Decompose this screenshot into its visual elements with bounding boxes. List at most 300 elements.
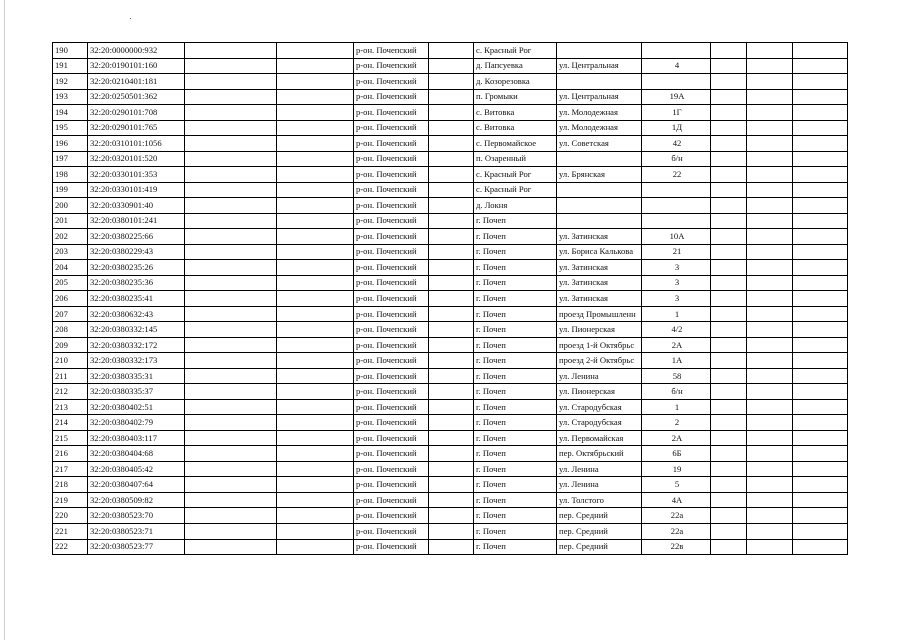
empty-cell — [429, 275, 474, 291]
empty-cell — [185, 415, 277, 431]
table-row — [53, 539, 848, 555]
settlement-cell: г. Почеп — [474, 539, 557, 555]
row-number: 216 — [53, 446, 88, 462]
settlement-cell: г. Почеп — [474, 275, 557, 291]
settlement-cell: г. Почеп — [474, 430, 557, 446]
empty-cell — [185, 105, 277, 121]
empty-cell — [277, 120, 354, 136]
empty-cell — [185, 368, 277, 384]
empty-cell — [185, 539, 277, 555]
house-number-cell: 3 — [642, 260, 711, 276]
cadastral-number: 32:20:0210401:181 — [88, 74, 185, 90]
table-row — [53, 120, 848, 136]
empty-cell — [747, 306, 793, 322]
district-cell: р-он. Почепский — [354, 275, 429, 291]
empty-cell — [747, 399, 793, 415]
empty-cell — [747, 229, 793, 245]
empty-cell — [793, 136, 848, 152]
row-number: 214 — [53, 415, 88, 431]
empty-cell — [185, 89, 277, 105]
cadastral-number: 32:20:0380335:31 — [88, 368, 185, 384]
street-cell — [557, 198, 642, 214]
row-number: 204 — [53, 260, 88, 276]
settlement-cell: г. Почеп — [474, 446, 557, 462]
empty-cell — [747, 477, 793, 493]
empty-cell — [793, 198, 848, 214]
empty-cell — [277, 105, 354, 121]
table-row — [53, 415, 848, 431]
table-row — [53, 275, 848, 291]
street-cell: пер. Средний — [557, 508, 642, 524]
registry-table — [52, 42, 848, 555]
table-row — [53, 430, 848, 446]
row-number: 222 — [53, 539, 88, 555]
empty-cell — [711, 198, 747, 214]
house-number-cell: 22 — [642, 167, 711, 183]
table-row — [53, 213, 848, 229]
cadastral-number: 32:20:0330101:353 — [88, 167, 185, 183]
empty-cell — [429, 244, 474, 260]
street-cell — [557, 182, 642, 198]
district-cell: р-он. Почепский — [354, 306, 429, 322]
settlement-cell: г. Почеп — [474, 384, 557, 400]
empty-cell — [747, 105, 793, 121]
table-row — [53, 446, 848, 462]
empty-cell — [277, 446, 354, 462]
empty-cell — [277, 291, 354, 307]
settlement-cell: с. Красный Рог — [474, 167, 557, 183]
empty-cell — [711, 244, 747, 260]
empty-cell — [747, 58, 793, 74]
street-cell — [557, 74, 642, 90]
empty-cell — [429, 120, 474, 136]
empty-cell — [185, 322, 277, 338]
row-number: 192 — [53, 74, 88, 90]
table-row — [53, 229, 848, 245]
house-number-cell — [642, 43, 711, 59]
empty-cell — [793, 213, 848, 229]
table-row — [53, 136, 848, 152]
empty-cell — [747, 523, 793, 539]
street-cell: ул. Брянская — [557, 167, 642, 183]
empty-cell — [711, 337, 747, 353]
empty-cell — [277, 198, 354, 214]
empty-cell — [711, 120, 747, 136]
empty-cell — [747, 136, 793, 152]
empty-cell — [711, 43, 747, 59]
house-number-cell: 19 — [642, 461, 711, 477]
house-number-cell: 10А — [642, 229, 711, 245]
empty-cell — [429, 384, 474, 400]
street-cell: ул. Ленина — [557, 368, 642, 384]
empty-cell — [711, 446, 747, 462]
cadastral-number: 32:20:0310101:1056 — [88, 136, 185, 152]
street-cell: ул. Пионерская — [557, 384, 642, 400]
table-row — [53, 508, 848, 524]
house-number-cell: 1 — [642, 399, 711, 415]
empty-cell — [793, 477, 848, 493]
table-row — [53, 182, 848, 198]
empty-cell — [277, 58, 354, 74]
empty-cell — [711, 492, 747, 508]
empty-cell — [711, 275, 747, 291]
empty-cell — [793, 74, 848, 90]
district-cell: р-он. Почепский — [354, 89, 429, 105]
empty-cell — [711, 399, 747, 415]
cadastral-number: 32:20:0290101:765 — [88, 120, 185, 136]
empty-cell — [429, 167, 474, 183]
table-row — [53, 151, 848, 167]
row-number: 221 — [53, 523, 88, 539]
empty-cell — [747, 182, 793, 198]
district-cell: р-он. Почепский — [354, 58, 429, 74]
cadastral-number: 32:20:0380403:117 — [88, 430, 185, 446]
street-cell: ул. Ленина — [557, 461, 642, 477]
row-number: 208 — [53, 322, 88, 338]
table-row — [53, 523, 848, 539]
settlement-cell: п. Громыки — [474, 89, 557, 105]
district-cell: р-он. Почепский — [354, 337, 429, 353]
row-number: 207 — [53, 306, 88, 322]
empty-cell — [711, 508, 747, 524]
row-number: 219 — [53, 492, 88, 508]
empty-cell — [711, 322, 747, 338]
table-row — [53, 306, 848, 322]
row-number: 209 — [53, 337, 88, 353]
empty-cell — [747, 275, 793, 291]
settlement-cell: г. Почеп — [474, 244, 557, 260]
district-cell: р-он. Почепский — [354, 74, 429, 90]
empty-cell — [429, 508, 474, 524]
cadastral-number: 32:20:0380402:51 — [88, 399, 185, 415]
house-number-cell: 1 — [642, 306, 711, 322]
district-cell: р-он. Почепский — [354, 508, 429, 524]
empty-cell — [793, 229, 848, 245]
street-cell: проезд 1-й Октябрьс — [557, 337, 642, 353]
empty-cell — [429, 368, 474, 384]
district-cell: р-он. Почепский — [354, 492, 429, 508]
empty-cell — [793, 120, 848, 136]
empty-cell — [793, 523, 848, 539]
empty-cell — [747, 539, 793, 555]
district-cell: р-он. Почепский — [354, 213, 429, 229]
row-number: 202 — [53, 229, 88, 245]
row-number: 196 — [53, 136, 88, 152]
empty-cell — [429, 446, 474, 462]
empty-cell — [711, 151, 747, 167]
empty-cell — [429, 430, 474, 446]
empty-cell — [429, 74, 474, 90]
empty-cell — [429, 58, 474, 74]
street-cell: пер. Средний — [557, 523, 642, 539]
empty-cell — [277, 508, 354, 524]
empty-cell — [747, 74, 793, 90]
house-number-cell: б/н — [642, 151, 711, 167]
cadastral-number: 32:20:0380101:241 — [88, 213, 185, 229]
empty-cell — [185, 446, 277, 462]
cadastral-number: 32:20:0380523:70 — [88, 508, 185, 524]
empty-cell — [793, 275, 848, 291]
empty-cell — [747, 120, 793, 136]
empty-cell — [185, 275, 277, 291]
house-number-cell: б/н — [642, 384, 711, 400]
cadastral-number: 32:20:0380332:172 — [88, 337, 185, 353]
empty-cell — [793, 430, 848, 446]
empty-cell — [747, 368, 793, 384]
table-row — [53, 105, 848, 121]
house-number-cell: 1Г — [642, 105, 711, 121]
district-cell: р-он. Почепский — [354, 523, 429, 539]
settlement-cell: г. Почеп — [474, 415, 557, 431]
empty-cell — [185, 508, 277, 524]
row-number: 205 — [53, 275, 88, 291]
row-number: 200 — [53, 198, 88, 214]
street-cell — [557, 151, 642, 167]
table-row — [53, 322, 848, 338]
empty-cell — [277, 384, 354, 400]
empty-cell — [429, 182, 474, 198]
row-number: 198 — [53, 167, 88, 183]
empty-cell — [793, 167, 848, 183]
settlement-cell: г. Почеп — [474, 477, 557, 493]
table-row — [53, 368, 848, 384]
table-row — [53, 461, 848, 477]
empty-cell — [711, 74, 747, 90]
table-row — [53, 74, 848, 90]
cadastral-number: 32:20:0380235:26 — [88, 260, 185, 276]
empty-cell — [747, 508, 793, 524]
empty-cell — [185, 492, 277, 508]
empty-cell — [429, 523, 474, 539]
street-cell: проезд 2-й Октябрьс — [557, 353, 642, 369]
empty-cell — [277, 213, 354, 229]
house-number-cell: 21 — [642, 244, 711, 260]
district-cell: р-он. Почепский — [354, 182, 429, 198]
empty-cell — [711, 306, 747, 322]
street-cell: ул. Затинская — [557, 291, 642, 307]
empty-cell — [277, 136, 354, 152]
district-cell: р-он. Почепский — [354, 446, 429, 462]
empty-cell — [185, 306, 277, 322]
empty-cell — [429, 399, 474, 415]
empty-cell — [747, 353, 793, 369]
cadastral-number: 32:20:0000000:932 — [88, 43, 185, 59]
cadastral-number: 32:20:0380235:36 — [88, 275, 185, 291]
cadastral-number: 32:20:0380235:41 — [88, 291, 185, 307]
house-number-cell — [642, 213, 711, 229]
empty-cell — [185, 74, 277, 90]
empty-cell — [793, 337, 848, 353]
empty-cell — [185, 477, 277, 493]
cadastral-number: 32:20:0250501:362 — [88, 89, 185, 105]
row-number: 215 — [53, 430, 88, 446]
empty-cell — [429, 291, 474, 307]
empty-cell — [277, 74, 354, 90]
street-cell: ул. Молодежная — [557, 105, 642, 121]
empty-cell — [793, 384, 848, 400]
house-number-cell: 1А — [642, 353, 711, 369]
table-row — [53, 43, 848, 59]
street-cell — [557, 43, 642, 59]
table-row — [53, 353, 848, 369]
table-row — [53, 492, 848, 508]
settlement-cell: г. Почеп — [474, 368, 557, 384]
table-row — [53, 167, 848, 183]
row-number: 197 — [53, 151, 88, 167]
empty-cell — [793, 306, 848, 322]
row-number: 211 — [53, 368, 88, 384]
row-number: 210 — [53, 353, 88, 369]
cadastral-number: 32:20:0380332:145 — [88, 322, 185, 338]
district-cell: р-он. Почепский — [354, 399, 429, 415]
empty-cell — [429, 492, 474, 508]
house-number-cell: 2А — [642, 430, 711, 446]
street-cell: ул. Стародубская — [557, 415, 642, 431]
empty-cell — [711, 430, 747, 446]
empty-cell — [429, 306, 474, 322]
empty-cell — [429, 198, 474, 214]
empty-cell — [747, 213, 793, 229]
street-cell: ул. Ленина — [557, 477, 642, 493]
settlement-cell: с. Красный Рог — [474, 182, 557, 198]
empty-cell — [277, 353, 354, 369]
empty-cell — [185, 43, 277, 59]
house-number-cell: 42 — [642, 136, 711, 152]
empty-cell — [793, 322, 848, 338]
row-number: 206 — [53, 291, 88, 307]
empty-cell — [185, 523, 277, 539]
row-number: 212 — [53, 384, 88, 400]
settlement-cell: д. Козорезовка — [474, 74, 557, 90]
empty-cell — [747, 198, 793, 214]
district-cell: р-он. Почепский — [354, 291, 429, 307]
settlement-cell: г. Почеп — [474, 229, 557, 245]
district-cell: р-он. Почепский — [354, 430, 429, 446]
street-cell: ул. Затинская — [557, 260, 642, 276]
empty-cell — [793, 368, 848, 384]
empty-cell — [711, 539, 747, 555]
district-cell: р-он. Почепский — [354, 120, 429, 136]
house-number-cell — [642, 74, 711, 90]
empty-cell — [429, 213, 474, 229]
empty-cell — [747, 415, 793, 431]
empty-cell — [277, 182, 354, 198]
district-cell: р-он. Почепский — [354, 198, 429, 214]
house-number-cell: 58 — [642, 368, 711, 384]
empty-cell — [793, 151, 848, 167]
empty-cell — [711, 136, 747, 152]
empty-cell — [711, 477, 747, 493]
cadastral-number: 32:20:0380405:42 — [88, 461, 185, 477]
house-number-cell: 4/2 — [642, 322, 711, 338]
cadastral-number: 32:20:0380632:43 — [88, 306, 185, 322]
empty-cell — [185, 213, 277, 229]
empty-cell — [185, 58, 277, 74]
district-cell: р-он. Почепский — [354, 368, 429, 384]
empty-cell — [711, 523, 747, 539]
empty-cell — [277, 399, 354, 415]
empty-cell — [793, 461, 848, 477]
settlement-cell: г. Почеп — [474, 523, 557, 539]
empty-cell — [747, 446, 793, 462]
street-cell: ул. Стародубская — [557, 399, 642, 415]
empty-cell — [185, 229, 277, 245]
empty-cell — [793, 244, 848, 260]
page-edge-line — [4, 0, 5, 640]
cadastral-number: 32:20:0380335:37 — [88, 384, 185, 400]
house-number-cell: 3 — [642, 291, 711, 307]
empty-cell — [711, 58, 747, 74]
district-cell: р-он. Почепский — [354, 539, 429, 555]
empty-cell — [185, 291, 277, 307]
table-row — [53, 89, 848, 105]
empty-cell — [747, 43, 793, 59]
district-cell: р-он. Почепский — [354, 322, 429, 338]
empty-cell — [429, 105, 474, 121]
row-number: 191 — [53, 58, 88, 74]
row-number: 199 — [53, 182, 88, 198]
empty-cell — [429, 136, 474, 152]
house-number-cell: 22в — [642, 539, 711, 555]
empty-cell — [747, 492, 793, 508]
row-number: 220 — [53, 508, 88, 524]
district-cell: р-он. Почепский — [354, 353, 429, 369]
empty-cell — [793, 508, 848, 524]
district-cell: р-он. Почепский — [354, 415, 429, 431]
empty-cell — [277, 430, 354, 446]
house-number-cell: 2 — [642, 415, 711, 431]
row-number: 195 — [53, 120, 88, 136]
street-cell: ул. Бориса Калькова — [557, 244, 642, 260]
empty-cell — [711, 229, 747, 245]
table-row — [53, 198, 848, 214]
empty-cell — [277, 89, 354, 105]
empty-cell — [277, 275, 354, 291]
house-number-cell: 4А — [642, 492, 711, 508]
cadastral-number: 32:20:0380407:64 — [88, 477, 185, 493]
empty-cell — [185, 430, 277, 446]
street-cell: пер. Средний — [557, 539, 642, 555]
empty-cell — [711, 182, 747, 198]
empty-cell — [793, 182, 848, 198]
settlement-cell: г. Почеп — [474, 260, 557, 276]
empty-cell — [711, 260, 747, 276]
settlement-cell: г. Почеп — [474, 291, 557, 307]
empty-cell — [277, 539, 354, 555]
settlement-cell: г. Почеп — [474, 492, 557, 508]
street-cell — [557, 213, 642, 229]
empty-cell — [793, 260, 848, 276]
empty-cell — [711, 167, 747, 183]
cadastral-number: 32:20:0380523:77 — [88, 539, 185, 555]
district-cell: р-он. Почепский — [354, 229, 429, 245]
empty-cell — [429, 89, 474, 105]
empty-cell — [185, 120, 277, 136]
street-cell: ул. Центральная — [557, 89, 642, 105]
settlement-cell: г. Почеп — [474, 213, 557, 229]
empty-cell — [747, 151, 793, 167]
settlement-cell: д. Папсуевка — [474, 58, 557, 74]
empty-cell — [185, 198, 277, 214]
empty-cell — [277, 260, 354, 276]
empty-cell — [277, 43, 354, 59]
empty-cell — [185, 151, 277, 167]
settlement-cell: с. Красный Рог — [474, 43, 557, 59]
empty-cell — [429, 461, 474, 477]
district-cell: р-он. Почепский — [354, 477, 429, 493]
cadastral-number: 32:20:0380523:71 — [88, 523, 185, 539]
registry-table-body — [53, 43, 848, 555]
